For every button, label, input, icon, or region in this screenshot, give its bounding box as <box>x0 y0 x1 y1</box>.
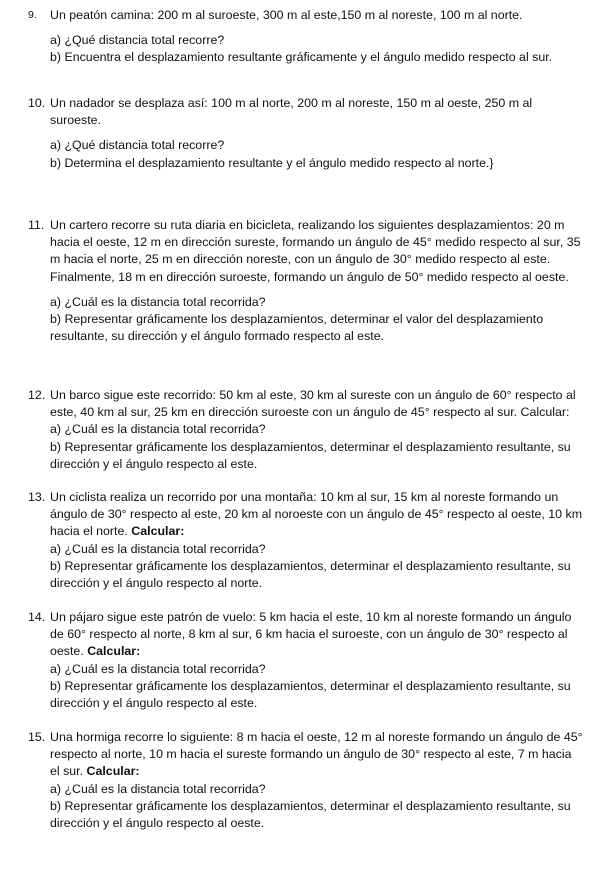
question-a: a) ¿Qué distancia total recorre? <box>50 33 225 48</box>
problem-number: 13. <box>28 490 46 504</box>
question-a: a) ¿Cuál es la distancia total recorrida? <box>50 661 266 676</box>
question-a: a) ¿Cuál es la distancia total recorrida? <box>50 541 266 556</box>
problem-number: 10. <box>28 96 46 110</box>
statement-text: Un ciclista realiza un recorrido por una montaña: 10 km al sur, 15 km al noreste formando un ángulo de 30° respecto al este, 20 km al noroeste con un ángulo de 45° respecto al oeste, 10 km hacia el norte. <box>50 490 583 539</box>
question-a: a) ¿Cuál es la distancia total recorrida? <box>50 294 266 309</box>
question-a: a) ¿Cuál es la distancia total recorrida? <box>50 781 266 796</box>
problem-13 <box>28 489 584 592</box>
calcular-label: Calcular: <box>87 644 141 659</box>
problem-statement: Un barco sigue este recorrido: 50 km al este, 30 km al sureste con un ángulo de 60° respecto al este, 40 km al sur, 25 km en dirección suroeste con un ángulo de 45° respecto al sur. Calcular: <box>50 388 576 420</box>
problem-statement: Un cartero recorre su ruta diaria en bicicleta, realizando los siguientes desplazamientos: 20 m hacia el oeste, 12 m en dirección sureste, formando un ángulo de 45° medido respecto al sur, 35 m hacia el norte, 25 m en dirección noreste, con un ángulo de 30° medido respecto al este. Finalmente, 18 m en dirección suroeste, formando un ángulo de 50° medido respecto al oeste. <box>50 218 581 284</box>
calcular-label: Calcular: <box>131 524 185 539</box>
question-b: b) Representar gráficamente los desplazamientos, determinar el valor del desplazamiento resultante, su dirección y el ángulo formado respecto al este. <box>50 312 544 344</box>
problem-number: 12. <box>28 388 46 402</box>
question-a: a) ¿Cuál es la distancia total recorrida? <box>50 422 266 437</box>
question-a: a) ¿Qué distancia total recorre? <box>50 138 225 153</box>
problem-statement <box>50 609 584 661</box>
problem-number: 15. <box>28 730 46 744</box>
problem-statement <box>50 729 584 781</box>
problem-10 <box>28 95 584 172</box>
problem-14 <box>28 609 584 712</box>
problem-9 <box>28 7 584 67</box>
problem-15 <box>28 729 584 832</box>
calcular-label: Calcular: <box>86 764 140 779</box>
problem-number: 9. <box>28 9 37 21</box>
problem-12 <box>28 387 584 473</box>
problem-number: 14. <box>28 610 46 624</box>
question-b: b) Encuentra el desplazamiento resultante gráficamente y el ángulo medido respecto al sur. <box>50 50 553 65</box>
question-b: b) Representar gráficamente los desplazamientos, determinar el desplazamiento resultante, su dirección y el ángulo respecto al norte. <box>50 558 571 591</box>
statement-text: Un pájaro sigue este patrón de vuelo: 5 km hacia el este, 10 km al noreste formando un ángulo de 60° respecto al norte, 8 km al sur, 6 km hacia el suroeste, con un ángulo de 30° respecto al oeste. <box>50 610 572 659</box>
problem-statement: Un peatón camina: 200 m al suroeste, 300 m al este,150 m al noreste, 100 m al norte. <box>50 8 523 22</box>
problem-number: 11. <box>28 218 45 232</box>
question-b: b) Representar gráficamente los desplazamientos, determinar el desplazamiento resultante, su dirección y el ángulo respecto al este. <box>50 439 571 471</box>
problem-11 <box>28 217 584 345</box>
question-b: b) Determina el desplazamiento resultante y el ángulo medido respecto al norte.} <box>50 155 494 170</box>
question-b: b) Representar gráficamente los desplazamientos, determinar el desplazamiento resultante, su dirección y el ángulo respecto al oeste. <box>50 798 571 831</box>
problem-statement: Un nadador se desplaza así: 100 m al norte, 200 m al noreste, 150 m al oeste, 250 m al suroeste. <box>50 96 533 128</box>
statement-text: Una hormiga recorre lo siguiente: 8 m hacia el oeste, 12 m al noreste formando un ángulo de 45° respecto al norte, 10 m hacia el sureste formando un ángulo de 30° respecto al este, 7 m hacia el sur. <box>50 730 583 779</box>
question-b: b) Representar gráficamente los desplazamientos, determinar el desplazamiento resultante, su dirección y el ángulo respecto al este. <box>50 678 571 711</box>
problem-statement <box>50 489 584 541</box>
